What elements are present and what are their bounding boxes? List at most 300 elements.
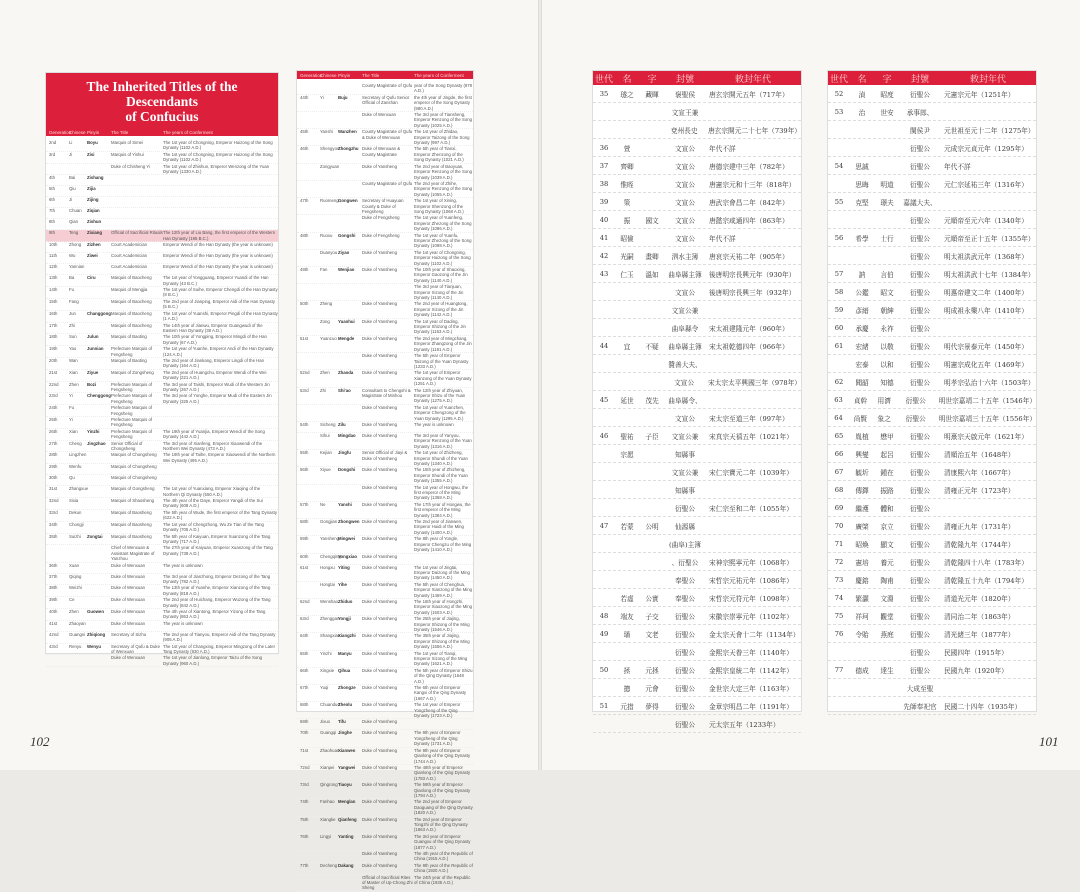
- page-number-right: 101: [1039, 734, 1059, 749]
- cell-years: The 12th year of Liu Bang, the first emperor of the Western Han Dynasty (195 B.C.): [163, 230, 276, 241]
- cell-years: 清乾隆九年（1744年）: [944, 540, 1015, 549]
- cell-name: 憲培: [855, 558, 869, 567]
- page-number-left: 102: [30, 734, 50, 749]
- cell-pinyin: Zishang: [87, 175, 104, 181]
- cell-chinese: Zhen: [320, 370, 330, 376]
- cell-years: The 5th year of Chenghua, Emperor Xianzong of the Ming Dynasty (1469 A.D.): [414, 581, 473, 598]
- cell-years: 後唐明宗長興三年（932年）: [709, 288, 796, 297]
- cell-pinyin: [338, 353, 362, 369]
- cell-years: The 2nd year of Huangtong, Emperor Xizong of the Jin Dynasty (1142 A.D.): [414, 301, 468, 318]
- cell-generation: 56th: [300, 467, 309, 473]
- table-row: [828, 157, 1036, 175]
- table-row: [593, 643, 801, 661]
- cell-pinyin: Yuanhui: [338, 318, 355, 324]
- cell-chinese: [320, 851, 338, 862]
- cell-chinese: [69, 655, 87, 666]
- cell-title: Duke of Yansheng: [362, 764, 397, 770]
- cell-generation: 60th: [300, 553, 309, 559]
- cell-generation: 59th: [300, 536, 309, 542]
- cell-generation: [297, 284, 320, 300]
- cell-title: 奉聖公: [674, 594, 696, 603]
- cell-name: 興燮: [855, 450, 869, 459]
- cell-years: 明世宗嘉靖三十五年（1556年）: [938, 414, 1037, 423]
- cell-chinese: Xian: [69, 369, 78, 375]
- cell-years: The 2nd year of Baoyuan, Emperor Renzong of the Song Dynasty (1039 A.D.): [414, 163, 473, 180]
- cell-years: 明孝宗弘治十六年（1503年）: [944, 378, 1035, 387]
- cell-style: 懋甲: [880, 432, 894, 441]
- cell-chinese: Zhi: [69, 322, 75, 328]
- cell-generation: 17th: [49, 322, 58, 328]
- cell-generation: 30th: [49, 475, 58, 481]
- cell-title: Marquis of Simei: [111, 140, 143, 145]
- cell-years: 唐懿宗咸通四年（863年）: [709, 216, 789, 225]
- cell-generation: 20th: [49, 357, 58, 363]
- table-row: [593, 391, 801, 409]
- cell-title: [111, 186, 163, 196]
- cell-years: [163, 175, 278, 185]
- cell-generation: [297, 250, 320, 266]
- cell-style: 養元: [880, 558, 894, 567]
- cell-generation: 39: [599, 197, 609, 206]
- cell-name: 聖祐: [620, 432, 634, 441]
- cell-title: Marquis of Baosheng: [111, 509, 152, 515]
- cell-generation: 63rd: [300, 616, 309, 622]
- cell-title: 衍聖公: [909, 594, 931, 603]
- cell-pinyin: [87, 563, 111, 573]
- cell-years: 明代宗景泰元年（1450年）: [944, 342, 1028, 351]
- cell-chinese: Renyu: [69, 643, 82, 649]
- cell-style: 象之: [877, 414, 891, 423]
- cell-chinese: Ruoxu: [320, 232, 333, 238]
- cell-title: Duke of Yansheng: [362, 747, 397, 753]
- cell-title: Duke of Yansheng: [362, 702, 397, 708]
- header-name-cn: 名: [857, 73, 867, 84]
- cell-years: [163, 186, 278, 196]
- table-row: [46, 585, 278, 597]
- cell-name: 宏緒: [855, 342, 869, 351]
- cell-style: 元拯: [645, 666, 659, 675]
- cell-chinese: Yanshi: [320, 129, 333, 135]
- cell-chinese: Qiqing: [69, 573, 82, 579]
- cell-title: 衍聖公: [909, 342, 931, 351]
- cell-years: The 1st year of Yongguang, Emperor Yuandi of the Han Dynasty (43 B.C.): [163, 275, 269, 286]
- cell-pinyin: [87, 498, 111, 509]
- table-row: [593, 319, 801, 337]
- chinese-table-part1: [592, 70, 802, 729]
- table-row: [297, 215, 473, 232]
- cell-generation: 69: [834, 503, 844, 512]
- cell-years: The 1st year of Zhidao, Emperor Taizong of the Song Dynasty (997 A.D.): [414, 129, 470, 146]
- cell-title: 文宣公: [674, 378, 695, 387]
- cell-generation: [297, 353, 320, 369]
- cell-years: 元憲宗元年（1251年）: [944, 90, 1015, 99]
- table-row: [46, 452, 278, 464]
- cell-title: Duke of Yansheng: [362, 421, 397, 427]
- cell-chinese: Sicheng: [320, 421, 336, 427]
- cell-title: 衍聖公: [905, 414, 926, 423]
- cell-years: 民國四年（1915年）: [944, 648, 1008, 657]
- cell-years: The 59th year of Emperor Qianlong of the Qing Dynasty (1794 A.D.): [414, 782, 471, 798]
- cell-chinese: Weizhi: [69, 585, 82, 591]
- table-row: [297, 353, 473, 370]
- cell-generation: 50th: [300, 301, 309, 307]
- header-generation-cn: 世代: [829, 73, 848, 84]
- cell-style: 畫卿: [645, 252, 659, 261]
- cell-title: Marquis of Baoting: [111, 334, 147, 340]
- cell-years: [163, 208, 278, 218]
- cell-generation: 62nd: [300, 598, 310, 604]
- cell-generation: 53rd: [300, 387, 309, 393]
- cell-generation: 25th: [49, 417, 58, 422]
- cell-years: 元順帝至正十五年（1355年）: [944, 234, 1035, 243]
- cell-pinyin: Ziyue: [87, 369, 99, 375]
- cell-pinyin: Chenggong: [87, 393, 111, 399]
- table-row: [297, 599, 473, 616]
- cell-years: The 3rd year of Tiansheng, Emperor Renzong of the Song Dynasty (1025 A.D.): [414, 112, 473, 128]
- cell-name: 思晦: [855, 180, 869, 189]
- cell-generation: 67th: [300, 685, 309, 691]
- english-table-header: [46, 128, 278, 136]
- cell-title: 文宣公兼: [671, 468, 699, 477]
- cell-name: 宜: [623, 342, 631, 351]
- cell-chinese: Zheng: [320, 301, 333, 307]
- cell-generation: 66th: [300, 667, 309, 673]
- cell-name: 昭儉: [620, 234, 634, 243]
- cell-chinese: Xingxie: [320, 667, 335, 673]
- table-row: [828, 355, 1036, 373]
- cell-pinyin: Ziqian: [87, 208, 100, 214]
- cell-title: Prefecture Marquis of Fengsheng: [111, 405, 153, 416]
- cell-generation: 55th: [300, 450, 309, 456]
- header-years: The years of Conferment: [414, 72, 464, 78]
- cell-years: The 1st year of Dading, Emperor Shizong of the Jin Dynasty (1163 A.D.): [414, 318, 466, 335]
- cell-years: The 12th year of Zhiyuan, Emperor Shizu of the Yuan Dynasty (1275 A.D.): [414, 387, 466, 404]
- cell-style: 起呂: [880, 450, 894, 459]
- cell-pinyin: [87, 545, 111, 561]
- cell-pinyin: Zhenlu: [338, 702, 353, 708]
- table-row: [46, 597, 278, 609]
- cell-generation: 6th: [49, 197, 55, 203]
- table-row: [297, 554, 473, 565]
- cell-name: 若蒙: [620, 522, 634, 531]
- cell-years: The 5th year of Kaiyuan, Emperor Xuanzong of the Tang Dynasty (717 A.D.): [163, 533, 271, 544]
- cell-years: 元仁宗延祐三年（1316年）: [944, 180, 1028, 189]
- cell-pinyin: [87, 621, 111, 631]
- cell-name: 訥: [858, 270, 866, 279]
- cell-chinese: Yi: [320, 94, 324, 100]
- table-row: [297, 129, 473, 146]
- cell-title: 文宣公兼: [671, 306, 699, 315]
- cell-title: 曲阜縣令、: [668, 396, 702, 405]
- header-generation: Generation: [49, 129, 72, 135]
- cell-years: 唐玄宗開元五年（717年）: [709, 90, 789, 99]
- cell-style: 公明: [645, 522, 659, 531]
- table-row: [593, 517, 801, 535]
- cell-name: 慶鎔: [855, 576, 869, 585]
- cell-chinese: Xiyue: [320, 467, 331, 473]
- cell-name: 希學: [855, 234, 869, 243]
- cell-chinese: Zhen: [69, 608, 79, 614]
- table-row: [46, 287, 278, 299]
- cell-title: 衍聖公: [909, 486, 931, 495]
- cell-title: Marquis of Mengjia: [111, 287, 148, 293]
- cell-years: The 6th year of Emperor Kangxi of the Qing Dynasty (1667 A.D.): [414, 685, 467, 701]
- cell-generation: 68th: [300, 702, 309, 708]
- cell-pinyin: Yanshi: [338, 501, 352, 507]
- header-title-cn: 封號: [675, 73, 694, 84]
- cell-chinese: Zong: [320, 318, 330, 324]
- cell-chinese: Guangsi: [69, 631, 86, 637]
- cell-pinyin: Jingzhao: [87, 440, 106, 446]
- cell-years: 清同治二年（1863年）: [944, 612, 1015, 621]
- table-row: [46, 417, 278, 429]
- cell-pinyin: Yongji: [338, 616, 351, 622]
- table-row: [297, 633, 473, 650]
- cell-title: 衍聖公: [674, 666, 696, 675]
- cell-name: 若虛: [620, 594, 634, 603]
- cell-years: 年代不詳: [709, 234, 736, 243]
- table-row: [46, 510, 278, 522]
- cell-pinyin: [87, 417, 111, 428]
- english-rows-part1: [46, 136, 278, 667]
- cell-chinese: [320, 83, 338, 94]
- cell-style: 文老: [645, 630, 659, 639]
- cell-title: 文宣公: [674, 414, 696, 423]
- cell-years: 年代不詳: [709, 144, 736, 153]
- cell-name: 聞韶: [855, 378, 869, 387]
- cell-pinyin: [338, 284, 362, 300]
- cell-years: 清乾隆五十九年（1794年）: [944, 576, 1028, 585]
- cell-pinyin: Yinzhi: [87, 428, 100, 434]
- cell-years: 宋真宗天禧五年（1021年）: [709, 432, 793, 441]
- cell-years: [163, 219, 278, 229]
- cell-pinyin: Yanting: [338, 833, 354, 839]
- cell-pinyin: Zijing: [87, 197, 99, 203]
- cell-generation: 14th: [49, 287, 58, 293]
- cell-title: 衍聖公: [909, 360, 931, 369]
- header-name-cn: 名: [622, 73, 632, 84]
- cell-generation: [46, 655, 69, 666]
- cell-generation: 39th: [49, 597, 58, 603]
- cell-chinese: Duanyou: [320, 249, 338, 255]
- cell-generation: 13th: [49, 275, 58, 281]
- cell-years: The 10th year of Yongping, Emperor Mingdi of the Han Dynasty (67 A.D.): [163, 334, 267, 345]
- cell-years: [163, 417, 278, 428]
- cell-chinese: Lingzhen: [69, 452, 87, 458]
- cell-pinyin: [338, 112, 362, 128]
- cell-chinese: [320, 353, 338, 369]
- cell-generation: 76th: [300, 833, 309, 839]
- cell-title: 承事郎、: [906, 108, 934, 117]
- table-row: [593, 715, 801, 733]
- table-row: [46, 346, 278, 358]
- cell-title: Duke of Wenxuan: [111, 597, 146, 603]
- cell-pinyin: [338, 83, 362, 94]
- cell-years: The 1st year of Hongwu, the first emperor of the Ming Dynasty (1368 A.D.): [414, 484, 468, 501]
- cell-title: Secretary of Sizhu: [111, 631, 147, 637]
- cell-title: Duke of Yansheng: [362, 553, 397, 559]
- cell-generation: 46th: [300, 146, 309, 152]
- table-row: [297, 388, 473, 405]
- cell-chinese: Hongtai: [320, 581, 335, 587]
- cell-name: 治: [858, 108, 866, 117]
- table-row: [828, 175, 1036, 193]
- cell-generation: 16th: [49, 310, 58, 316]
- table-row: [593, 193, 801, 211]
- cell-chinese: Xian: [69, 428, 78, 434]
- cell-style: 用濟: [877, 396, 891, 405]
- table-row: [297, 336, 473, 353]
- table-row: [297, 817, 473, 834]
- cell-title: Marquis of Baosheng: [111, 521, 152, 527]
- cell-pinyin: Zhaoda: [338, 370, 354, 376]
- english-table-part1: [45, 72, 279, 666]
- cell-years: The 1st year of Chongning, Emperor Huizong of the Song Dynasty (1102 A.D.): [414, 249, 471, 266]
- table-row: [593, 211, 801, 229]
- cell-pinyin: Dongshi: [338, 467, 356, 473]
- cell-name: 傳鐸: [855, 486, 869, 495]
- cell-pinyin: Qianfeng: [338, 816, 357, 822]
- header-chinese: Chinese: [320, 72, 337, 78]
- cell-title: 衍聖公: [909, 576, 931, 585]
- cell-name: 彥縉: [855, 306, 869, 315]
- cell-years: The 9th year of Emperor Qianlong of the Qing Dynasty (1744 A.D.): [414, 747, 471, 764]
- cell-years: The 1st year of Chongning, Emperor Huizong of the Song Dynasty (1102 A.D.): [163, 140, 273, 151]
- cell-title: 先師奉祀官: [903, 702, 937, 711]
- table-row: [46, 563, 278, 574]
- cell-pinyin: [87, 597, 111, 608]
- table-row: [46, 522, 278, 534]
- cell-years: 明熹宗天啟元年（1621年）: [944, 432, 1028, 441]
- table-row: [297, 730, 473, 747]
- cell-pinyin: Boyu: [87, 140, 98, 145]
- cell-title: Prefecture Marquis of Fengsheng: [111, 346, 153, 357]
- right-page: [542, 0, 1080, 770]
- cell-years: 金世宗大定三年（1163年）: [709, 684, 793, 693]
- chinese-rows-part1: [593, 85, 801, 733]
- cell-generation: [297, 112, 320, 128]
- cell-chinese: Shangxian: [320, 633, 341, 639]
- cell-generation: 10th: [49, 242, 58, 248]
- cell-generation: 61: [834, 341, 844, 350]
- cell-pinyin: Ziyao: [338, 249, 350, 255]
- cell-style: 昭文: [880, 288, 894, 297]
- table-row: [828, 265, 1036, 283]
- cell-generation: 43: [599, 269, 609, 278]
- table-row: [828, 121, 1036, 139]
- cell-years: 唐德宗建中三年（782年）: [709, 162, 789, 171]
- cell-title: 文宣公: [674, 198, 696, 207]
- cell-name: 振: [623, 216, 631, 225]
- cell-generation: 11th: [49, 253, 58, 259]
- cell-years: 元順帝至元六年（1340年）: [944, 216, 1028, 225]
- cell-chinese: [320, 215, 338, 231]
- cell-title: Duke of Yansheng: [362, 833, 397, 839]
- cell-name: 昭煥: [855, 540, 869, 549]
- cell-years: 宋仁宗寶元二年（1039年）: [709, 468, 793, 477]
- cell-title: 衍聖公: [909, 270, 931, 279]
- cell-years: The 3rd year of Yonghe, Emperor Mudi of the Eastern Jin Dynasty (325 A.D.): [163, 393, 272, 404]
- cell-years: 清乾隆四十八年（1783年）: [944, 558, 1028, 567]
- cell-style: 燕庭: [880, 630, 894, 639]
- cell-generation: 60: [834, 323, 844, 332]
- header-years: The years of Conferment: [163, 129, 213, 135]
- cell-pinyin: Julun: [87, 334, 99, 340]
- cell-title: 衍聖公: [909, 630, 931, 639]
- table-row: [593, 265, 801, 283]
- cell-pinyin: [87, 358, 111, 369]
- cell-years: 清順治五年（1648年）: [944, 450, 1015, 459]
- cell-title: 曲阜縣令: [671, 324, 699, 333]
- cell-title: 知縣事: [674, 450, 696, 459]
- cell-years: 唐玄宗開元二十七年（739年）: [707, 126, 801, 135]
- table-row: [593, 103, 801, 121]
- cell-style: 公實: [645, 594, 659, 603]
- cell-name: 璲之: [620, 90, 634, 99]
- cell-chinese: Yansheng: [320, 536, 340, 542]
- cell-years: 金熙宗皇統二年（1142年）: [709, 666, 793, 675]
- cell-generation: 36th: [49, 562, 58, 568]
- cell-generation: 41st: [49, 620, 58, 626]
- cell-chinese: Zhangxue: [69, 486, 89, 492]
- cell-chinese: Gongjian: [320, 519, 338, 525]
- table-row: [828, 139, 1036, 157]
- cell-generation: [297, 215, 320, 231]
- table-row: [297, 112, 473, 129]
- table-row: [297, 267, 473, 284]
- cell-chinese: [320, 284, 338, 300]
- cell-years: 宋太祖建隆元年（960年）: [709, 324, 789, 333]
- cell-style: 子臣: [645, 432, 659, 441]
- cell-title: Duke of Yansheng: [362, 851, 397, 856]
- cell-pinyin: Jingfu: [338, 450, 351, 456]
- cell-title: Duke of Yansheng: [362, 650, 397, 656]
- cell-generation: 52: [834, 89, 844, 98]
- cell-chinese: Qian: [69, 219, 79, 225]
- cell-title: Duke of Yansheng: [362, 163, 397, 169]
- cell-chinese: Yuancuo: [320, 335, 337, 341]
- cell-generation: 44th: [300, 94, 309, 100]
- cell-title: Marquis of Baocheng: [111, 322, 152, 328]
- table-row: [828, 625, 1036, 643]
- table-row: [46, 230, 278, 242]
- cell-title: 衍聖公: [909, 504, 931, 513]
- cell-pinyin: Tifu: [338, 719, 346, 725]
- table-row: [297, 284, 473, 301]
- cell-chinese: Xianpei: [320, 764, 335, 770]
- cell-title: Duke of Wenxuan: [111, 655, 146, 661]
- cell-title: 衍聖公: [674, 720, 696, 729]
- cell-title: 衍聖公: [909, 648, 931, 657]
- cell-years: The 2nd year of Zhihe, Emperor Renzong of the Song Dynasty (1055 A.D.): [414, 180, 473, 197]
- cell-chinese: [320, 405, 338, 421]
- cell-years: 元太宗五年（1233年）: [709, 720, 780, 729]
- cell-style: 鍾在: [880, 468, 894, 477]
- cell-name: 元措: [620, 702, 634, 711]
- cell-title: Duke of Fengsheng: [362, 232, 400, 238]
- cell-generation: 76: [834, 629, 844, 638]
- cell-generation: [46, 164, 69, 175]
- cell-title: Duke of Yansheng: [362, 370, 397, 376]
- cell-generation: 32nd: [49, 498, 59, 504]
- cell-title: 文宣公兼: [671, 432, 699, 441]
- table-row: [828, 589, 1036, 607]
- table-row: [297, 875, 473, 892]
- cell-generation: [46, 545, 69, 561]
- table-row: [593, 427, 801, 445]
- cell-years: The year is unknown: [163, 620, 203, 626]
- cell-title: Duke of Wenxuan: [362, 112, 397, 118]
